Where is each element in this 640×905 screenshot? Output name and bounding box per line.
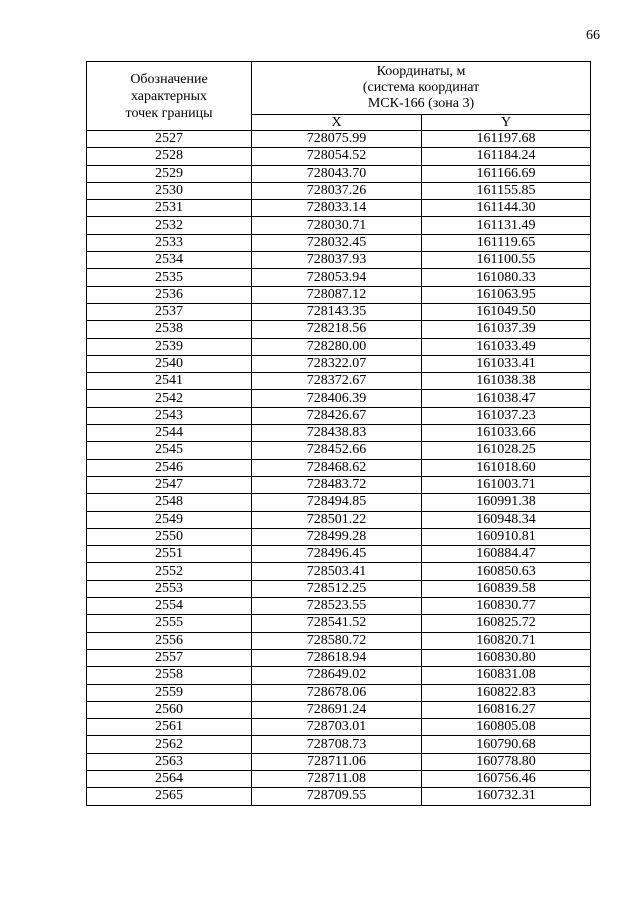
point-id-cell: 2557 — [87, 649, 252, 666]
y-coordinate-cell: 160825.72 — [422, 615, 591, 632]
y-coordinate-cell: 160756.46 — [422, 770, 591, 787]
y-coordinate-cell: 161131.49 — [422, 217, 591, 234]
header-designation-line-3: точек границы — [125, 105, 213, 121]
point-id-cell: 2532 — [87, 217, 252, 234]
point-id-cell: 2541 — [87, 373, 252, 390]
point-id-cell: 2539 — [87, 338, 252, 355]
table-row — [87, 667, 591, 684]
point-id-cell: 2547 — [87, 476, 252, 493]
table-row — [87, 546, 591, 563]
table-row — [87, 459, 591, 476]
table-row — [87, 373, 591, 390]
point-id-cell: 2553 — [87, 580, 252, 597]
table-row — [87, 615, 591, 632]
table-row — [87, 719, 591, 736]
table-row — [87, 286, 591, 303]
coordinates-table — [86, 61, 591, 806]
header-designation — [87, 62, 252, 131]
x-coordinate-cell: 728494.85 — [252, 494, 422, 511]
table-row — [87, 165, 591, 182]
table-row — [87, 511, 591, 528]
point-id-cell: 2564 — [87, 770, 252, 787]
table-row — [87, 494, 591, 511]
point-id-cell: 2559 — [87, 684, 252, 701]
y-coordinate-cell: 160732.31 — [422, 788, 591, 805]
y-coordinate-cell: 161033.49 — [422, 338, 591, 355]
table-row — [87, 770, 591, 787]
table-row — [87, 684, 591, 701]
x-coordinate-cell: 728541.52 — [252, 615, 422, 632]
y-coordinate-cell: 161063.95 — [422, 286, 591, 303]
x-coordinate-cell: 728711.08 — [252, 770, 422, 787]
point-id-cell: 2529 — [87, 165, 252, 182]
x-coordinate-cell: 728483.72 — [252, 476, 422, 493]
y-coordinate-cell: 161038.47 — [422, 390, 591, 407]
y-coordinate-cell: 160822.83 — [422, 684, 591, 701]
x-coordinate-cell: 728032.45 — [252, 234, 422, 251]
y-coordinate-cell: 160884.47 — [422, 546, 591, 563]
x-coordinate-cell: 728618.94 — [252, 649, 422, 666]
point-id-cell: 2528 — [87, 148, 252, 165]
x-coordinate-cell: 728054.52 — [252, 148, 422, 165]
y-coordinate-cell: 161038.38 — [422, 373, 591, 390]
x-coordinate-cell: 728143.35 — [252, 303, 422, 320]
table-row — [87, 355, 591, 372]
table-row — [87, 217, 591, 234]
y-coordinate-cell: 161037.23 — [422, 407, 591, 424]
x-coordinate-cell: 728030.71 — [252, 217, 422, 234]
point-id-cell: 2562 — [87, 736, 252, 753]
table-row — [87, 736, 591, 753]
point-id-cell: 2565 — [87, 788, 252, 805]
table-row — [87, 321, 591, 338]
table-row — [87, 632, 591, 649]
point-id-cell: 2552 — [87, 563, 252, 580]
table-row — [87, 649, 591, 666]
y-coordinate-cell: 160816.27 — [422, 701, 591, 718]
x-coordinate-cell: 728580.72 — [252, 632, 422, 649]
header-y: Y — [422, 115, 591, 131]
y-coordinate-cell: 161033.41 — [422, 355, 591, 372]
table-row — [87, 303, 591, 320]
y-coordinate-cell: 161003.71 — [422, 476, 591, 493]
y-coordinate-cell: 160805.08 — [422, 719, 591, 736]
x-coordinate-cell: 728496.45 — [252, 546, 422, 563]
x-coordinate-cell: 728372.67 — [252, 373, 422, 390]
x-coordinate-cell: 728709.55 — [252, 788, 422, 805]
x-coordinate-cell: 728033.14 — [252, 200, 422, 217]
point-id-cell: 2548 — [87, 494, 252, 511]
x-coordinate-cell: 728691.24 — [252, 701, 422, 718]
point-id-cell: 2554 — [87, 598, 252, 615]
point-id-cell: 2537 — [87, 303, 252, 320]
table-row — [87, 182, 591, 199]
y-coordinate-cell: 161197.68 — [422, 131, 591, 148]
point-id-cell: 2546 — [87, 459, 252, 476]
y-coordinate-cell: 161033.66 — [422, 425, 591, 442]
header-coordinates — [252, 62, 591, 115]
table-row — [87, 442, 591, 459]
x-coordinate-cell: 728438.83 — [252, 425, 422, 442]
y-coordinate-cell: 161155.85 — [422, 182, 591, 199]
x-coordinate-cell: 728037.26 — [252, 182, 422, 199]
x-coordinate-cell: 728501.22 — [252, 511, 422, 528]
point-id-cell: 2533 — [87, 234, 252, 251]
y-coordinate-cell: 160830.80 — [422, 649, 591, 666]
point-id-cell: 2555 — [87, 615, 252, 632]
point-id-cell: 2527 — [87, 131, 252, 148]
x-coordinate-cell: 728043.70 — [252, 165, 422, 182]
table-row — [87, 390, 591, 407]
point-id-cell: 2550 — [87, 528, 252, 545]
table-row — [87, 753, 591, 770]
x-coordinate-cell: 728452.66 — [252, 442, 422, 459]
x-coordinate-cell: 728468.62 — [252, 459, 422, 476]
y-coordinate-cell: 160831.08 — [422, 667, 591, 684]
table-row — [87, 528, 591, 545]
y-coordinate-cell: 161119.65 — [422, 234, 591, 251]
point-id-cell: 2538 — [87, 321, 252, 338]
x-coordinate-cell: 728512.25 — [252, 580, 422, 597]
x-coordinate-cell: 728280.00 — [252, 338, 422, 355]
point-id-cell: 2540 — [87, 355, 252, 372]
x-coordinate-cell: 728037.93 — [252, 252, 422, 269]
table-row — [87, 269, 591, 286]
table-row — [87, 563, 591, 580]
y-coordinate-cell: 161166.69 — [422, 165, 591, 182]
header-coordinates-line-3: МСК-166 (зона 3) — [367, 96, 475, 111]
y-coordinate-cell: 160839.58 — [422, 580, 591, 597]
y-coordinate-cell: 161018.60 — [422, 459, 591, 476]
table-row — [87, 407, 591, 424]
table-row — [87, 252, 591, 269]
table-row — [87, 580, 591, 597]
point-id-cell: 2561 — [87, 719, 252, 736]
x-coordinate-cell: 728075.99 — [252, 131, 422, 148]
point-id-cell: 2530 — [87, 182, 252, 199]
point-id-cell: 2545 — [87, 442, 252, 459]
point-id-cell: 2560 — [87, 701, 252, 718]
point-id-cell: 2542 — [87, 390, 252, 407]
y-coordinate-cell: 161049.50 — [422, 303, 591, 320]
x-coordinate-cell: 728703.01 — [252, 719, 422, 736]
y-coordinate-cell: 160790.68 — [422, 736, 591, 753]
table-row — [87, 476, 591, 493]
point-id-cell: 2558 — [87, 667, 252, 684]
y-coordinate-cell: 161184.24 — [422, 148, 591, 165]
header-x: X — [252, 115, 422, 131]
x-coordinate-cell: 728406.39 — [252, 390, 422, 407]
y-coordinate-cell: 160948.34 — [422, 511, 591, 528]
y-coordinate-cell: 161144.30 — [422, 200, 591, 217]
x-coordinate-cell: 728322.07 — [252, 355, 422, 372]
x-coordinate-cell: 728523.55 — [252, 598, 422, 615]
y-coordinate-cell: 160850.63 — [422, 563, 591, 580]
header-coordinates-line-1: Координаты, м — [376, 64, 466, 79]
table-row — [87, 338, 591, 355]
point-id-cell: 2531 — [87, 200, 252, 217]
point-id-cell: 2544 — [87, 425, 252, 442]
point-id-cell: 2535 — [87, 269, 252, 286]
header-coordinates-line-2: (система координат — [362, 80, 480, 95]
x-coordinate-cell: 728087.12 — [252, 286, 422, 303]
y-coordinate-cell: 161028.25 — [422, 442, 591, 459]
x-coordinate-cell: 728711.06 — [252, 753, 422, 770]
point-id-cell: 2556 — [87, 632, 252, 649]
x-coordinate-cell: 728678.06 — [252, 684, 422, 701]
point-id-cell: 2551 — [87, 546, 252, 563]
header-designation-line-1: Обозначение — [130, 71, 208, 87]
table-row — [87, 425, 591, 442]
y-coordinate-cell: 161037.39 — [422, 321, 591, 338]
table-row — [87, 234, 591, 251]
table-header — [87, 62, 591, 131]
x-coordinate-cell: 728499.28 — [252, 528, 422, 545]
page-number: 66 — [586, 28, 600, 43]
y-coordinate-cell: 160830.77 — [422, 598, 591, 615]
y-coordinate-cell: 160820.71 — [422, 632, 591, 649]
table-row — [87, 788, 591, 805]
table-row — [87, 200, 591, 217]
y-coordinate-cell: 161080.33 — [422, 269, 591, 286]
table-row — [87, 701, 591, 718]
point-id-cell: 2563 — [87, 753, 252, 770]
y-coordinate-cell: 160778.80 — [422, 753, 591, 770]
y-coordinate-cell: 161100.55 — [422, 252, 591, 269]
x-coordinate-cell: 728053.94 — [252, 269, 422, 286]
point-id-cell: 2534 — [87, 252, 252, 269]
point-id-cell: 2536 — [87, 286, 252, 303]
point-id-cell: 2549 — [87, 511, 252, 528]
table-row — [87, 148, 591, 165]
x-coordinate-cell: 728649.02 — [252, 667, 422, 684]
x-coordinate-cell: 728218.56 — [252, 321, 422, 338]
table-row — [87, 131, 591, 148]
header-designation-line-2: характерных — [130, 88, 208, 104]
table-body — [87, 131, 591, 806]
table-row — [87, 598, 591, 615]
x-coordinate-cell: 728708.73 — [252, 736, 422, 753]
y-coordinate-cell: 160910.81 — [422, 528, 591, 545]
x-coordinate-cell: 728426.67 — [252, 407, 422, 424]
y-coordinate-cell: 160991.38 — [422, 494, 591, 511]
x-coordinate-cell: 728503.41 — [252, 563, 422, 580]
point-id-cell: 2543 — [87, 407, 252, 424]
